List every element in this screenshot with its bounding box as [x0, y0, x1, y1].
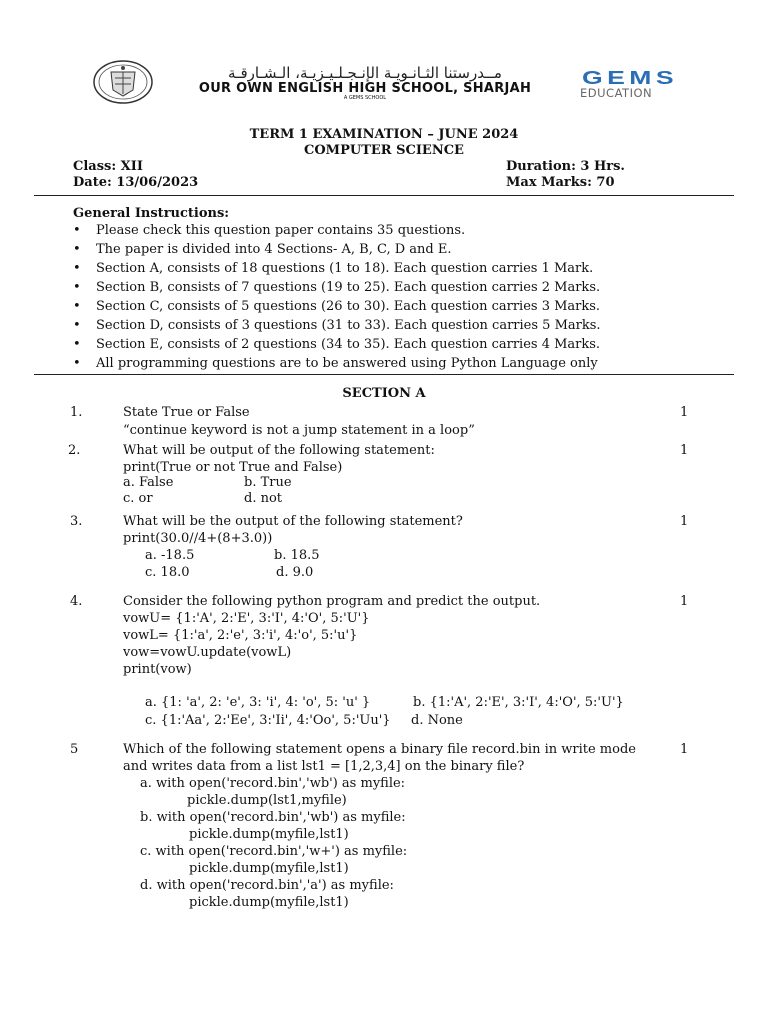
question-code: print(vow) — [123, 662, 192, 677]
option: c. with open('record.bin','w+') as myfile: — [140, 844, 408, 859]
instruction-item: • Section A, consists of 18 questions (1 to 18). Each question carries 1 Mark. — [73, 261, 594, 276]
question-text: State True or False — [123, 405, 250, 420]
option: a. False — [123, 475, 174, 490]
instruction-item: • Section C, consists of 5 questions (26 to 30). Each question carries 3 Marks. — [73, 299, 601, 314]
option-code: pickle.dump(myfile,lst1) — [189, 827, 349, 842]
option: b. with open('record.bin','wb') as myfile: — [140, 810, 406, 825]
question-mark: 1 — [680, 443, 689, 458]
option: d. None — [411, 713, 463, 728]
exam-subject: COMPUTER SCIENCE — [304, 143, 464, 158]
school-tagline: A GEMS SCHOOL — [343, 95, 387, 101]
instruction-item: • Section B, consists of 7 questions (19 to 25). Each question carries 2 Marks. — [73, 280, 601, 295]
option: a. -18.5 — [145, 548, 195, 563]
option: a. with open('record.bin','wb') as myfile: — [140, 776, 406, 791]
school-crest-logo — [93, 60, 153, 104]
question-code: vow=vowU.update(vowL) — [123, 645, 292, 660]
instruction-item: • Section E, consists of 2 questions (34 to 35). Each question carries 4 Marks. — [73, 337, 601, 352]
question-code: print(True or not True and False) — [123, 460, 343, 475]
option: c. 18.0 — [145, 565, 190, 580]
question-text: What will be output of the following statement: — [123, 443, 435, 458]
option-code: pickle.dump(myfile,lst1) — [189, 861, 349, 876]
gems-logo-text: GEMS — [582, 69, 678, 87]
option: b. {1:'A', 2:'E', 3:'I', 4:'O', 5:'U'} — [413, 695, 624, 710]
exam-date: Date: 13/06/2023 — [73, 175, 199, 190]
question-code: print(30.0//4+(8+3.0)) — [123, 531, 273, 546]
instructions-heading: General Instructions: — [73, 206, 230, 221]
question-text: “continue keyword is not a jump statement in a loop” — [123, 423, 475, 438]
option-code: pickle.dump(myfile,lst1) — [189, 895, 349, 910]
question-number: 4. — [70, 594, 83, 609]
option: d. 9.0 — [276, 565, 314, 580]
question-mark: 1 — [680, 594, 689, 609]
question-text: and writes data from a list lst1 = [1,2,3,4] on the binary file? — [123, 759, 525, 774]
instruction-item: • The paper is divided into 4 Sections- A, B, C, D and E. — [73, 242, 452, 257]
question-code: vowU= {1:'A', 2:'E', 3:'I', 4:'O', 5:'U'} — [123, 611, 370, 626]
question-text: Which of the following statement opens a binary file record.bin in write mode — [123, 742, 636, 757]
option: c. {1:'Aa', 2:'Ee', 3:'Ii', 4:'Oo', 5:'Uu'} — [145, 713, 391, 728]
gems-education-label: EDUCATION — [580, 86, 653, 100]
question-code: vowL= {1:'a', 2:'e', 3:'i', 4:'o', 5:'u'} — [123, 628, 358, 643]
section-title: SECTION A — [342, 386, 426, 401]
exam-duration: Duration: 3 Hrs. — [506, 159, 625, 174]
option-code: pickle.dump(lst1,myfile) — [187, 793, 347, 808]
option: d. not — [244, 491, 283, 506]
option: b. 18.5 — [274, 548, 320, 563]
question-number: 5 — [70, 742, 79, 757]
option: d. with open('record.bin','a') as myfile: — [140, 878, 394, 893]
exam-class: Class: XII — [73, 159, 143, 174]
question-number: 1. — [70, 405, 83, 420]
question-text: Consider the following python program and predict the output. — [123, 594, 541, 609]
question-mark: 1 — [680, 514, 689, 529]
gems-logo — [580, 69, 680, 87]
instruction-item: • Please check this question paper contains 35 questions. — [73, 223, 466, 238]
instruction-item: • Section D, consists of 3 questions (31 to 33). Each question carries 5 Marks. — [73, 318, 601, 333]
option: c. or — [123, 491, 153, 506]
question-number: 2. — [68, 443, 81, 458]
question-mark: 1 — [680, 742, 689, 757]
option: b. True — [244, 475, 292, 490]
question-mark: 1 — [680, 405, 689, 420]
divider — [34, 195, 734, 196]
instruction-item: • All programming questions are to be answered using Python Language only — [73, 356, 598, 371]
exam-title: TERM 1 EXAMINATION – JUNE 2024 — [249, 127, 519, 142]
question-text: What will be the output of the following statement? — [123, 514, 463, 529]
school-name: OUR OWN ENGLISH HIGH SCHOOL, SHARJAH — [198, 80, 532, 96]
question-number: 3. — [70, 514, 83, 529]
school-name-arabic: مــدرستنا الثـانـويـة الإنـجـلـيـزيـة، الـشـارقـة — [228, 64, 502, 82]
exam-max-marks: Max Marks: 70 — [506, 175, 615, 190]
divider — [34, 374, 734, 375]
option: a. {1: 'a', 2: 'e', 3: 'i', 4: 'o', 5: 'u' } — [145, 695, 371, 710]
